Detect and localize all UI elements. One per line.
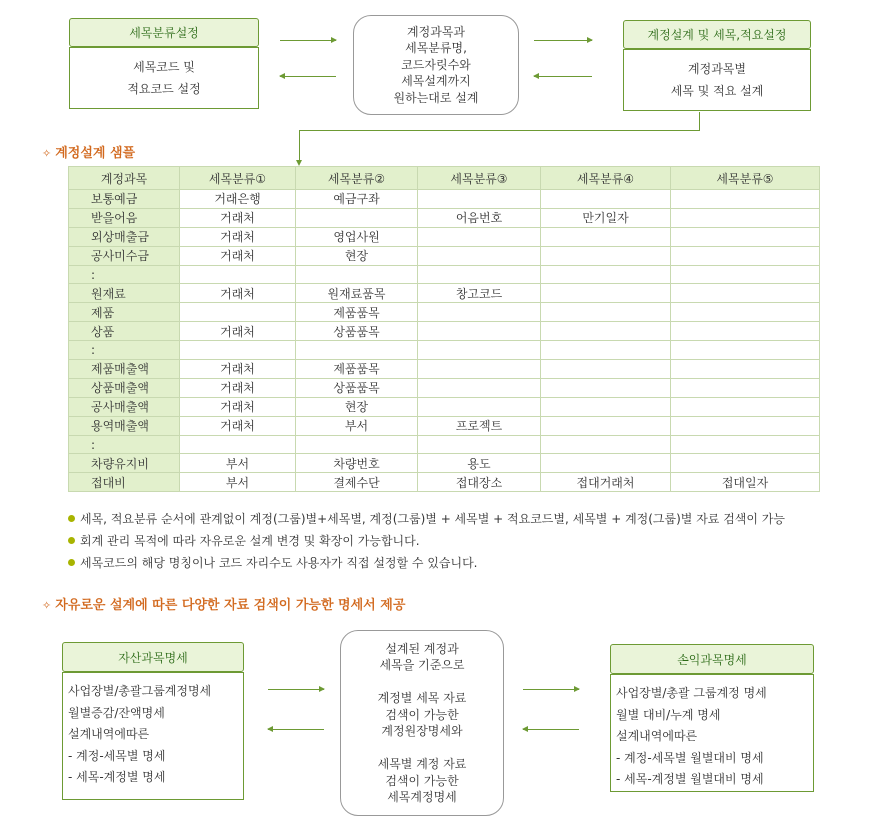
category-cell: 거래처 xyxy=(180,322,296,341)
text-line: 세목을 기준으로 xyxy=(379,658,465,672)
diamond-icon: ✧ xyxy=(42,599,52,612)
category-cell xyxy=(671,227,820,246)
category-cell: 현장 xyxy=(296,397,418,416)
asset-detail-body xyxy=(62,672,244,800)
category-cell xyxy=(541,227,671,246)
category-cell xyxy=(418,322,541,341)
note-text: 회계 관리 목적에 따라 자유로운 설계 변경 및 확장이 가능합니다. xyxy=(80,533,420,548)
category-cell xyxy=(418,435,541,454)
category-cell xyxy=(418,265,541,284)
category-cell xyxy=(296,265,418,284)
table-row xyxy=(69,360,820,379)
category-cell: 어음번호 xyxy=(418,208,541,227)
category-cell xyxy=(541,378,671,397)
category-cell: 예금구좌 xyxy=(296,190,418,209)
account-cell: 제품 xyxy=(69,303,180,322)
category-cell: 부서 xyxy=(296,416,418,435)
account-cell: 보통예금 xyxy=(69,190,180,209)
category-cell xyxy=(296,208,418,227)
table-row xyxy=(69,378,820,397)
table-row xyxy=(69,265,820,284)
text-line: 세목설계까지 xyxy=(401,74,471,89)
category-cell: 접대일자 xyxy=(671,473,820,492)
category-cell xyxy=(541,397,671,416)
category-cell xyxy=(541,454,671,473)
category-cell xyxy=(671,416,820,435)
category-cell xyxy=(418,303,541,322)
table-row xyxy=(69,246,820,265)
notes-list xyxy=(68,507,785,573)
bullet-icon xyxy=(68,559,75,566)
text-line: 계정원장명세와 xyxy=(381,724,463,738)
setting-header-right: 계정설계 및 세목,적요설정 xyxy=(623,20,811,49)
category-cell xyxy=(671,454,820,473)
category-cell xyxy=(671,322,820,341)
category-cell: 용도 xyxy=(418,454,541,473)
account-cell: : xyxy=(69,265,180,284)
table-row xyxy=(69,473,820,492)
arrow-left-bottom-2 xyxy=(523,729,579,730)
text-line: 코드자릿수와 xyxy=(401,57,471,72)
column-header: 세목분류② xyxy=(296,167,418,190)
category-cell xyxy=(180,265,296,284)
note-text: 세목코드의 해당 명칭이나 코드 자리수도 사용자가 직접 설정할 수 있습니다. xyxy=(80,555,478,570)
text-line: 세목분류명, xyxy=(405,41,467,56)
category-cell xyxy=(671,208,820,227)
text-line: - 세목-계정별 명세 xyxy=(68,770,166,784)
category-cell xyxy=(418,378,541,397)
text-line: 사업장별/총괄 그룹계정 명세 xyxy=(616,686,767,700)
category-cell xyxy=(180,341,296,360)
category-cell xyxy=(418,341,541,360)
category-cell xyxy=(296,341,418,360)
category-cell: 만기일자 xyxy=(541,208,671,227)
category-cell xyxy=(671,341,820,360)
category-cell xyxy=(541,265,671,284)
search-section-title xyxy=(42,594,405,613)
category-cell xyxy=(671,265,820,284)
note-text: 세목, 적요분류 순서에 관계없이 계정(그룹)별+세목별, 계정(그룹)별 + 세목별 + 적요코드별, 세목별 + 계정(그룹)별 자료 검색이 가능 xyxy=(80,511,785,526)
diamond-icon: ✧ xyxy=(42,147,52,160)
category-cell: 거래처 xyxy=(180,397,296,416)
text-line: 적요코드 설정 xyxy=(127,82,201,96)
account-cell: 상품 xyxy=(69,322,180,341)
column-header: 세목분류⑤ xyxy=(671,167,820,190)
text-line: 세목코드 및 xyxy=(133,60,195,74)
sample-title-text: 계정설계 샘플 xyxy=(55,146,136,161)
note-item xyxy=(68,529,785,551)
category-cell xyxy=(671,435,820,454)
asset-detail-header: 자산과목명세 xyxy=(62,642,244,672)
text-line: 계정별 세목 자료 xyxy=(377,691,467,705)
account-cell: : xyxy=(69,435,180,454)
category-cell xyxy=(671,303,820,322)
category-cell: 상품품목 xyxy=(296,322,418,341)
text-line: 월별 대비/누계 명세 xyxy=(616,707,721,722)
bullet-icon xyxy=(68,515,75,522)
column-header: 세목분류④ xyxy=(541,167,671,190)
setting-body-left xyxy=(69,47,259,109)
category-cell: 프로젝트 xyxy=(418,416,541,435)
category-cell xyxy=(180,435,296,454)
text-line xyxy=(341,674,503,691)
account-cell: 제품매출액 xyxy=(69,360,180,379)
category-cell: 거래처 xyxy=(180,416,296,435)
category-cell: 차량번호 xyxy=(296,454,418,473)
text-line: 계정과목과 xyxy=(407,24,465,39)
category-cell xyxy=(418,190,541,209)
category-cell xyxy=(541,435,671,454)
account-cell: 받을어음 xyxy=(69,208,180,227)
category-cell: 창고코드 xyxy=(418,284,541,303)
arrow-right-bottom-2 xyxy=(523,689,579,690)
arrow-right-top-1 xyxy=(280,40,336,41)
text-line xyxy=(341,740,503,757)
category-cell xyxy=(541,303,671,322)
category-cell: 원재료품목 xyxy=(296,284,418,303)
column-header: 계정과목 xyxy=(69,167,180,190)
arrow-left-top-1 xyxy=(280,76,336,77)
text-line: 원하는대로 설계 xyxy=(393,90,479,105)
category-cell xyxy=(541,246,671,265)
sample-table-header-row xyxy=(69,167,820,190)
category-cell xyxy=(541,322,671,341)
category-cell: 접대거래처 xyxy=(541,473,671,492)
note-item xyxy=(68,507,785,529)
category-cell xyxy=(671,378,820,397)
text-line: 세목별 계정 자료 xyxy=(377,757,467,771)
category-cell xyxy=(671,397,820,416)
category-cell xyxy=(296,435,418,454)
text-line: 설계내역에따른 xyxy=(616,729,698,743)
column-header: 세목분류① xyxy=(180,167,296,190)
text-line: - 계정-세목별 명세 xyxy=(68,748,166,763)
design-center-box xyxy=(353,15,519,115)
text-line: 사업장별/총괄그룹계정명세 xyxy=(68,684,212,698)
table-row xyxy=(69,416,820,435)
text-line: 계정과목별 xyxy=(688,62,746,76)
category-cell: 거래처 xyxy=(180,246,296,265)
category-cell: 거래처 xyxy=(180,378,296,397)
account-cell: 공사미수금 xyxy=(69,246,180,265)
category-cell: 현장 xyxy=(296,246,418,265)
category-cell xyxy=(671,360,820,379)
text-line: 검색이 가능한 xyxy=(385,773,459,788)
table-row xyxy=(69,341,820,360)
table-row xyxy=(69,284,820,303)
pl-detail-body xyxy=(610,674,814,792)
table-row xyxy=(69,397,820,416)
arrow-right-top-2 xyxy=(534,40,592,41)
category-cell: 거래은행 xyxy=(180,190,296,209)
category-cell xyxy=(671,190,820,209)
category-cell: 상품품목 xyxy=(296,378,418,397)
category-cell xyxy=(541,341,671,360)
connector-line xyxy=(299,130,700,131)
column-header: 세목분류③ xyxy=(418,167,541,190)
table-row xyxy=(69,435,820,454)
arrow-left-top-2 xyxy=(534,76,592,77)
table-row xyxy=(69,190,820,209)
table-row xyxy=(69,208,820,227)
category-cell xyxy=(418,397,541,416)
text-line: - 세목-계정별 월별대비 명세 xyxy=(616,772,764,786)
category-cell: 부서 xyxy=(180,473,296,492)
search-title-text: 자유로운 설계에 따른 다양한 자료 검색이 가능한 명세서 제공 xyxy=(55,598,406,613)
table-row xyxy=(69,454,820,473)
category-cell xyxy=(180,303,296,322)
category-cell xyxy=(541,284,671,303)
category-cell: 접대장소 xyxy=(418,473,541,492)
category-cell: 결제수단 xyxy=(296,473,418,492)
arrow-right-bottom-1 xyxy=(268,689,324,690)
table-row xyxy=(69,322,820,341)
search-center-box xyxy=(340,630,504,816)
text-line: 월별증감/잔액명세 xyxy=(68,705,165,720)
category-cell xyxy=(671,284,820,303)
arrow-left-bottom-1 xyxy=(268,729,324,730)
text-line: 설계된 계정과 xyxy=(385,641,459,656)
sample-section-title xyxy=(42,142,135,161)
connector-line xyxy=(699,112,700,131)
category-cell: 영업사원 xyxy=(296,227,418,246)
text-line: 세목 및 적요 설계 xyxy=(670,84,764,98)
setting-header-left: 세목분류설정 xyxy=(69,18,259,47)
connector-line xyxy=(299,130,300,162)
category-cell xyxy=(541,360,671,379)
table-row xyxy=(69,303,820,322)
text-line: - 계정-세목별 월별대비 명세 xyxy=(616,750,764,765)
account-cell: 원재료 xyxy=(69,284,180,303)
text-line: 세목계정명세 xyxy=(387,790,457,804)
category-cell xyxy=(418,360,541,379)
category-cell: 거래처 xyxy=(180,360,296,379)
table-row xyxy=(69,227,820,246)
category-cell xyxy=(671,246,820,265)
account-cell: : xyxy=(69,341,180,360)
sample-table xyxy=(68,166,820,492)
category-cell xyxy=(541,190,671,209)
account-cell: 접대비 xyxy=(69,473,180,492)
text-line: 검색이 가능한 xyxy=(385,707,459,722)
category-cell xyxy=(541,416,671,435)
category-cell: 제품품목 xyxy=(296,360,418,379)
bullet-icon xyxy=(68,537,75,544)
note-item xyxy=(68,551,785,573)
account-cell: 용역매출액 xyxy=(69,416,180,435)
category-cell: 부서 xyxy=(180,454,296,473)
account-cell: 외상매출금 xyxy=(69,227,180,246)
account-cell: 공사매출액 xyxy=(69,397,180,416)
account-cell: 상품매출액 xyxy=(69,378,180,397)
pl-detail-header: 손익과목명세 xyxy=(610,644,814,674)
category-cell: 거래처 xyxy=(180,208,296,227)
category-cell xyxy=(418,246,541,265)
category-cell xyxy=(418,227,541,246)
category-cell: 거래처 xyxy=(180,284,296,303)
text-line: 설계내역에따른 xyxy=(68,727,150,741)
category-cell: 거래처 xyxy=(180,227,296,246)
account-cell: 차량유지비 xyxy=(69,454,180,473)
setting-body-right xyxy=(623,49,811,111)
category-cell: 제품품목 xyxy=(296,303,418,322)
